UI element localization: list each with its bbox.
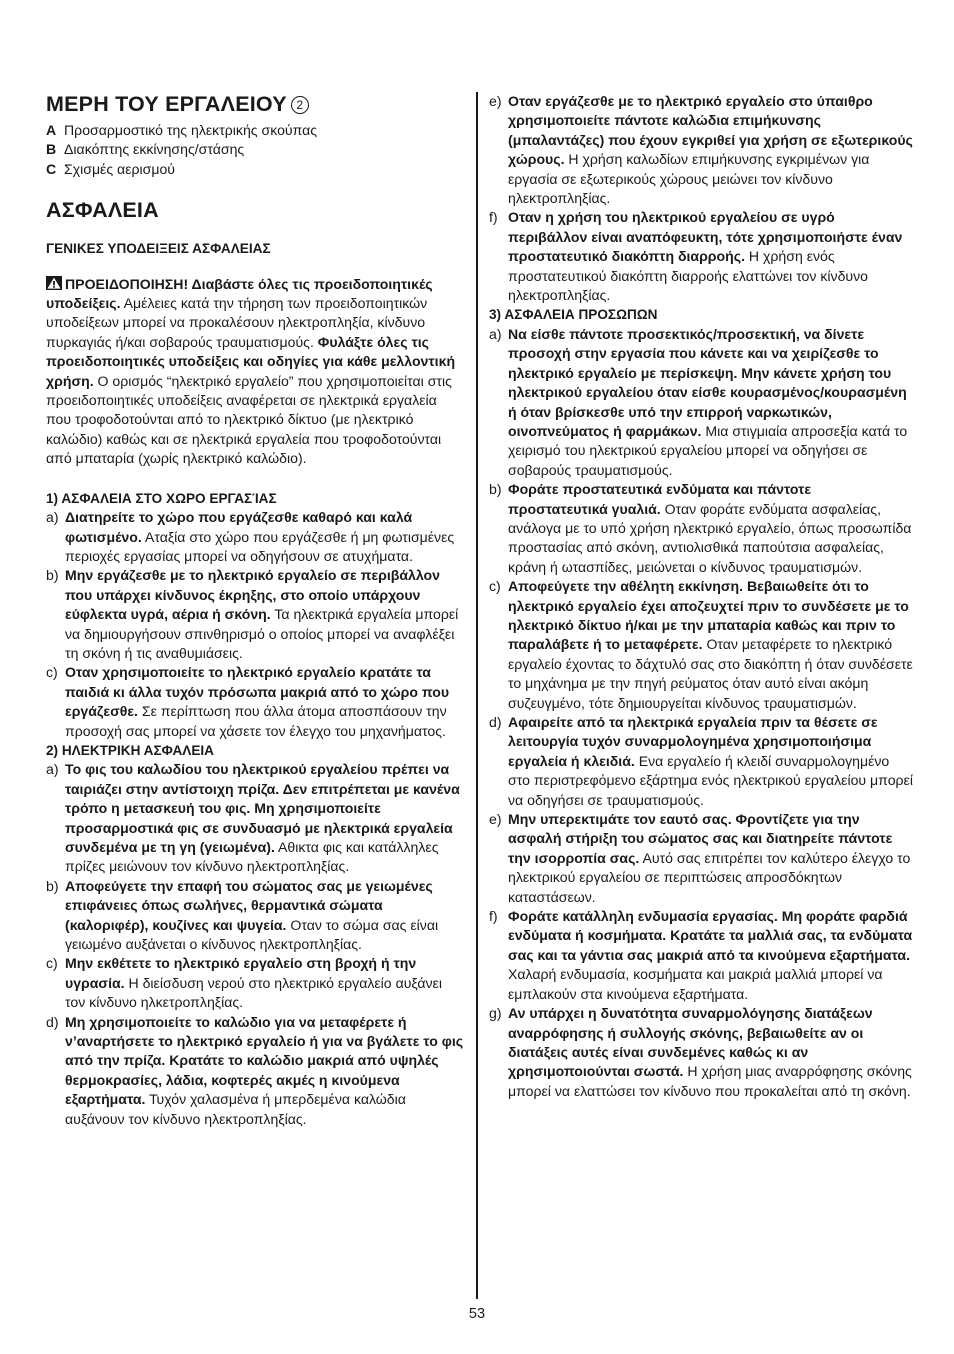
personal-heading: 3) ΑΣΦΑΛΕΙΑ ΠΡΟΣΩΠΩΝ <box>489 307 658 323</box>
general-safety-heading: ΓΕΝΙΚΕΣ ΥΠΟΔΕΙΞΕΙΣ ΑΣΦΑΛΕΙΑΣ <box>46 241 271 257</box>
list-item: a) Διατηρείτε το χώρο που εργάζεσθε καθαρό και καλά φωτισμένο. Αταξία στο χώρο που εργάζεσθε ή μη φωτισμένες περιοχές εργασίας μπορεί να οδηγήσουν σε ατυχήματα. <box>46 509 455 564</box>
right-column <box>489 0 914 1101</box>
work-area-heading: 1) ΑΣΦΑΛΕΙΑ ΣΤΟ ΧΩΡΟ ΕΡΓΑΣΊΑΣ <box>46 490 277 506</box>
list-item: f) Οταν η χρήση του ηλεκτρικού εργαλείου σε υγρό περιβάλλον είναι αναπόφευκτη, τότε χρησιμοποιήστε έναν προστατευτικό διακόπτη διαρροής. Η χρήση ενός προστατευτικού διακόπτη διαρροής ελαττώνει τον κίνδυνο ηλεκτροπληξίας. <box>489 209 903 304</box>
list-item: e) Οταν εργάζεσθε με το ηλεκτρικό εργαλείο στο ύπαιθρο χρησιμοποιείτε πάντοτε καλώδια επιμήκυνσης (μπαλαντάζες) που έχουν εγκριθεί για χρήση σε εξωτερικούς χώρους. Η χρήση καλωδίων επιμήκυνσης εγκριμένων για εργασία σε εξωτερικούς χώρους μειώνει τον κίνδυνο ηλεκτροπληξίας. <box>489 93 913 207</box>
list-item: a) Το φις του καλωδίου του ηλεκτρικού εργαλείου πρέπει να ταιριάζει στην αντίστοιχη πρίζα. Δεν επιτρέπεται με κανένα τρόπο η μετασκευή του φις. Μη χρησιμοποιείτε προσαρμοστικά φις σε συνδυασμό με ηλεκτρικά εργαλεία συνδεμένα με τη γη (γειωμένα). Αθικτα φις και κατάλληλες πρίζες μειώνουν τον κίνδυνο ηλεκτροπληξίας. <box>46 761 460 875</box>
column-divider <box>476 92 478 1299</box>
list-item: b) Μην εργάζεσθε με το ηλεκτρικό εργαλείο σε περιβάλλον που υπάρχει κίνδυνος έκρηξης, στο οποίο υπάρχουν εύφλεκτα υγρά, αέρια ή σκόνη. Τα ηλεκτρικά εργαλεία μπορεί να δημιουργήσουν σπινθηρισμό ο οποίος μπορεί να αναφλέξει τη σκόνη ή τις αναθυμιάσεις. <box>46 567 459 661</box>
safety-title: ΑΣΦΑΛΕΙΑ <box>46 198 159 223</box>
list-item: e) Μην υπερεκτιμάτε τον εαυτό σας. Φροντίζετε για την ασφαλή στήριξη του σώματος σας και διατηρείτε πάντοτε την ισορροπία σας. Αυτό σας επιτρέπει τον καλύτερο έλεγχο το ηλεκτρικού εργαλείου σε περιπτώσεις απροσδόκητων καταστάσεων. <box>489 811 911 905</box>
page-number: 53 <box>468 1306 486 1322</box>
list-item: f) Φοράτε κατάλληλη ενδυμασία εργασίας. Μη φοράτε φαρδιά ενδύματα ή κοσμήματα. Κρατάτε τα μαλλιά σας, τα ενδύματα σας και τα γάντια σας μακριά από τα κινούμενα εξαρτήματα. Χαλαρή ενδυμασία, κοσμήματα και μακριά μαλλιά μπορεί να εμπλακούν στα κινούμενα εξαρτήματα. <box>489 908 913 1002</box>
part-item: B Διακόπτης εκκίνησης/στάσης <box>46 141 245 158</box>
list-item: a) Να είσθε πάντοτε προσεκτικός/προσεκτική, να δίνετε προσοχή στην εργασία που κάνετε και να χειρίζεσθε το ηλεκτρικό εργαλείο με περίσκεψη. Μην κάνετε χρήση του ηλεκτρικού εργαλείου όταν είσθε κουρασμένος/κουρασμένη ή όταν βρίσκεσθε υπό την επιρροή ναρκωτικών, οινοπνεύματος ή φαρμάκων. Μια στιγμιαία απροσεξία κατά το χειρισμό του ηλεκτρικού εργαλείου μπορεί να οδηγήσει σε σοβαρούς τραυματισμούς. <box>489 325 908 478</box>
electrical-heading: 2) ΗΛΕΚΤΡΙΚΗ ΑΣΦΑΛΕΙΑ <box>46 742 214 758</box>
list-item: b) Φοράτε προστατευτικά ενδύματα και πάντοτε προστατευτικά γυαλιά. Οταν φοράτε ενδύματα ασφαλείας, ανάλογα με το υπό χρήση ηλεκτρικό εργαλείο, όπως προσωπίδα προστασίας από σκόνη, αντιολισθικά παπούτσια ασφαλείας, κράνη ή ωτασπίδες, μειώνεται ο κίνδυνος τραυματισμών. <box>489 481 912 575</box>
list-item: d) Μη χρησιμοποιείτε το καλώδιο για να μεταφέρετε ή ν’αναρτήσετε το ηλεκτρικό εργαλείο ή για να βγάλετε το φις από την πρίζα. Κρατάτε το καλώδιο μακριά από υψηλές θερμοκρασίες, λάδια, κοφτερές ακμές η κινούμενα εξαρτήματα. Τυχόν χαλασμένα ή μπερδεμένα καλώδια αυξάνουν τον κίνδυνο ηλεκτροπληξίας. <box>46 1013 464 1127</box>
list-item: c) Μην εκθέτετε το ηλεκτρικό εργαλείο στη βροχή ή την υγρασία. Η διείσδυση νερού στο ηλεκτρικό εργαλείο αυξάνει τον κίνδυνο ηλκετροπληξίας. <box>46 955 442 1011</box>
list-item: d) Αφαιρείτε από τα ηλεκτρικά εργαλεία πριν τα θέσετε σε λειτουργία τυχόν συναρμολογημένα χρησιμοποιήσιμα εργαλεία ή κλειδιά. Ενα εργαλείο ή κλειδί συναρμολογημένο στο περιστρεφόμενο εξάρτημα ενός ηλεκτρικού εργαλείου μπορεί να οδηγήσει σε τραυματισμούς. <box>489 714 913 808</box>
list-item: c) Αποφεύγετε την αθέλητη εκκίνηση. Βεβαιωθείτε ότι το ηλεκτρικό εργαλείο έχει αποζευχτεί πριν το συνδέσετε με το ηλεκτρικό δίκτυο ή/και με την μπαταρία καθώς και πριν το παραλάβετε ή το μεταφέρετε. Οταν μεταφέρετε το ηλεκτρικό εργαλείο έχοντας το δάχτυλό σας στο διακόπτη ή όταν συνδέσετε το μηχάνημα με την πηγή ρεύματος όταν αυτό είναι ακόμη συζευγμένο, τότε δημιουργείται κίνδυνος τραυματισμών. <box>489 578 913 711</box>
part-item: C Σχισμές αερισμού <box>46 160 175 177</box>
list-item: b) Αποφεύγετε την επαφή του σώματος σας με γειωμένες επιφάνειες όπως σωλήνες, θερμαντικά σώματα (καλοριφέρ), κουζίνες και ψυγεία. Οταν το σώμα σας είναι γειωμένο αυξάνεται ο κίνδυνος ηλεκτροπληξίας. <box>46 877 439 953</box>
left-column <box>46 0 464 1129</box>
list-item: c) Οταν χρησιμοποιείτε το ηλεκτρικό εργαλείο κρατάτε τα παιδιά κι άλλα τυχόν πρόσωπα μακριά από το χώρο που εργάζεσθε. Σε περίπτωση που άλλα άτομα αποσπάσουν την προσοχή σας μπορεί να χάσετε τον έλεγχο του μηχανήματος. <box>46 664 450 739</box>
parts-list <box>46 121 464 179</box>
figure-ref-badge: 2 <box>291 96 309 114</box>
part-item: A Προσαρμοστικό της ηλεκτρικής σκούπας <box>46 122 318 138</box>
list-item: g) Αν υπάρχει η δυνατότητα συναρμολόγησης διατάξεων αναρρόφησης ή συλλογής σκόνης, βεβαιωθείτε αν οι διατάξεις αυτές είναι συνδεμένες καθώς κι αν χρησιμοποιούνται σωστά. Η χρήση μιας αναρρόφησης σκόνης μπορεί να ελαττώσει τον κίνδυνο που προκαλείται από τη σκόνη. <box>489 1005 912 1099</box>
general-warning: ΠΡΟΕΙΔΟΠΟΙΗΣΗ! Διαβάστε όλες τις προειδοποιητικές υποδείξεις. Αμέλειες κατά την τήρηση των προειδοποιητικών υποδείξεων μπορεί να προκαλέσουν ηλεκτροπληξία, κίνδυνο πυρκαγιάς ή/και σοβαρούς τραυματισμούς. Φυλάξτε όλες τις προειδοποιητικές υποδείξεις και οδηγίες για κάθε μελλοντική χρήση. Ο ορισμός “ηλεκτρικό εργαλείο” που χρησιμοποιείται στις προειδοποιητικές υποδείξεις αναφέρεται σε ηλεκτρικά εργαλεία που τροφοδοτούνται από το ηλεκτρικό δίκτυο (με ηλεκτρικό καλώδιο) καθώς και σε ηλεκτρικά εργαλεία που τροφοδοτούνται από μπαταρία (χωρίς ηλεκτρικό καλώδιο). <box>46 275 456 467</box>
parts-title: ΜΕΡΗ ΤΟΥ ΕΡΓΑΛΕΙΟΥ 2 <box>46 91 464 117</box>
warning-triangle-icon <box>46 276 62 290</box>
